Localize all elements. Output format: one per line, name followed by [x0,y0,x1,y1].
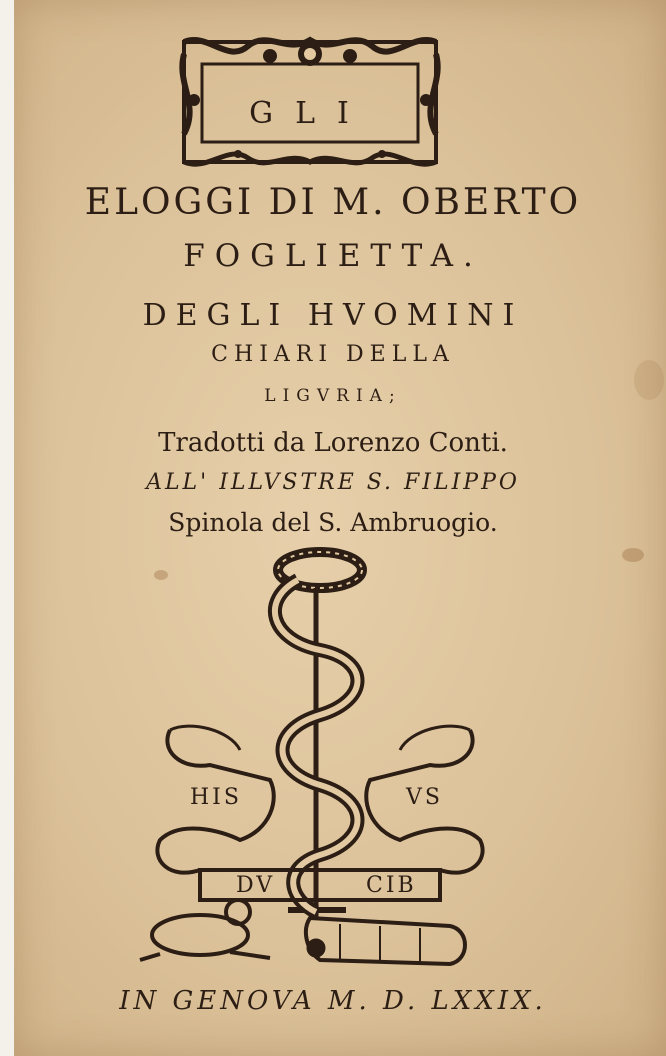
cartouche-title: GLI [249,96,371,131]
motto-lower-left: DV [236,873,276,898]
subtitle-line-1: DEGLI HVOMINI [142,298,524,333]
motto-left: HIS [190,785,242,810]
subtitle-line-3: LIGVRIA; [264,386,402,406]
imprint-line: IN GENOVA M. D. LXXIX. [119,986,547,1016]
foxing-stain [622,548,644,562]
arm-icon [306,918,465,964]
title-line-1: ELOGGI DI M. OBERTO [84,182,582,223]
motto-lower-right: CIB [366,873,417,898]
translator-line: Tradotti da Lorenzo Conti. [158,428,508,458]
lamb-icon [140,900,270,960]
motto-right: VS [406,785,443,810]
dedication-line-1: ALL' ILLVSTRE S. FILIPPO [146,470,520,495]
title-line-2: FOGLIETTA. [183,238,483,274]
dedication-line-2: Spinola del S. Ambruogio. [168,508,498,537]
printers-device [120,540,520,980]
subtitle-line-2: CHIARI DELLA [211,342,455,367]
